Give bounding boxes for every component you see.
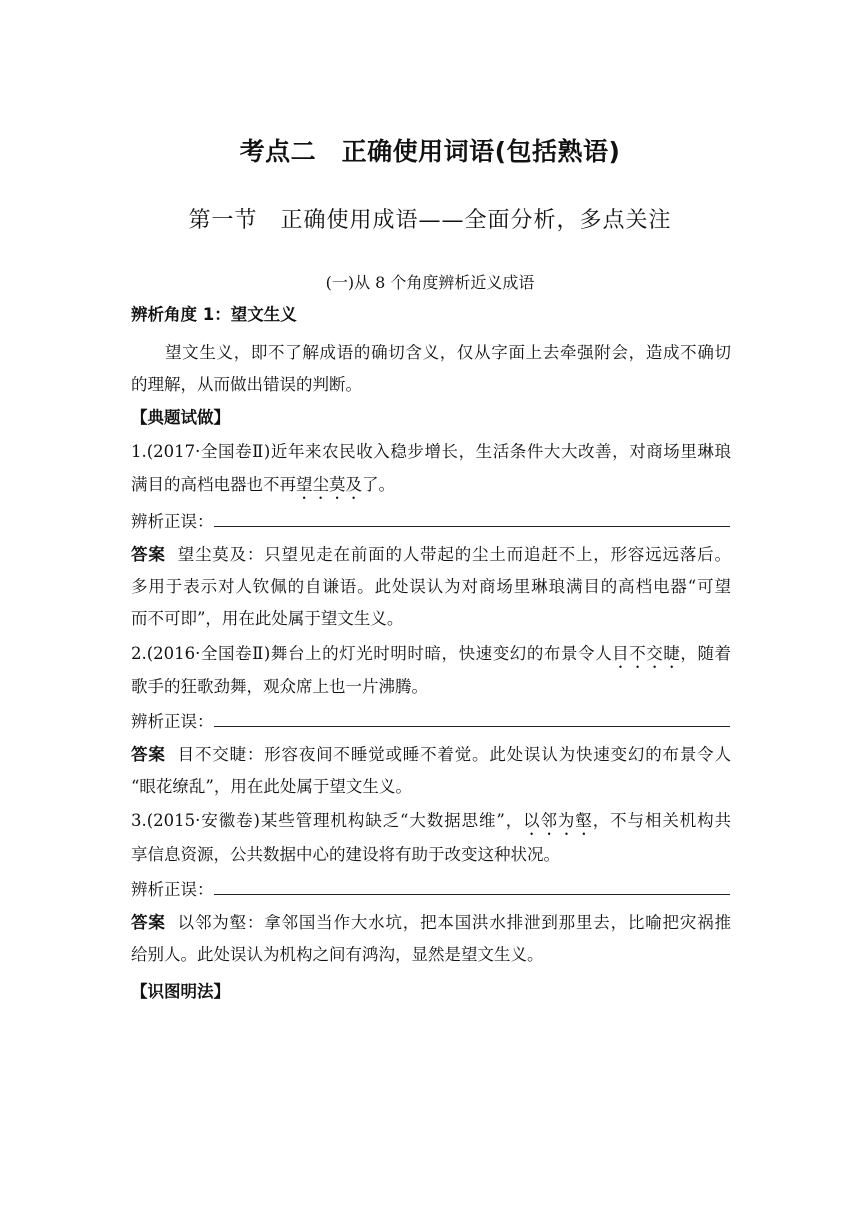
question-3-correction: [131, 876, 731, 903]
answer-3-text-1: 以邻为壑：拿邻国当作大水坑，把本国洪水排泄到那里去，比喻把灾祸推: [177, 913, 732, 932]
question-1-correction: [131, 508, 731, 535]
answer-2-line-1: [131, 742, 731, 768]
question-1-idiom: 望尘莫及: [296, 475, 362, 494]
question-2-line-2: 歌手的狂歌劲舞，观众席上也一片沸腾。: [131, 677, 428, 696]
correction-label: 辨析正误：: [131, 512, 214, 531]
section-subtitle: 第一节 正确使用成语——全面分析，多点关注: [188, 208, 672, 233]
answer-blank[interactable]: [214, 876, 730, 895]
question-1-text-post: 了。: [362, 475, 395, 494]
question-2-line-1: [131, 641, 731, 672]
answer-label: 答案: [131, 545, 166, 564]
answer-3-line-2: 给别人。此处误认为机构之间有鸿沟，显然是望文生义。: [131, 945, 544, 964]
answer-2-line-2: “眼花缭乱”，用在此处属于望文生义。: [131, 777, 412, 796]
question-3-text-post: ，不与相关机构共: [592, 811, 732, 830]
answer-1-line-2: 多用于表示对人钦佩的自谦语。此处误认为对商场里琳琅满目的高档电器“可望: [131, 577, 731, 596]
question-1-line-1: 1.(2017·全国卷Ⅱ)近年来农民收入稳步增长，生活条件大大改善，对商场里琳琅: [131, 442, 731, 461]
examples-heading: 【典题试做】: [131, 408, 230, 427]
page-title: 考点二 正确使用词语(包括熟语): [239, 137, 621, 166]
answer-blank[interactable]: [214, 708, 730, 727]
question-3-line-2: 享信息资源，公共数据中心的建设将有助于改变这种状况。: [131, 845, 560, 864]
answer-1-line-1: [131, 542, 731, 568]
correction-label: 辨析正误：: [131, 880, 214, 899]
subsection-heading: (一)从 8 个角度辨析近义成语: [325, 273, 535, 292]
question-2-idiom: 目不交睫: [612, 644, 681, 663]
correction-label: 辨析正误：: [131, 712, 214, 731]
answer-2-text-1: 目不交睫：形容夜间不睡觉或睡不着觉。此处误认为快速变幻的布景令人: [177, 745, 732, 764]
intro-line-2: 的理解，从而做出错误的判断。: [131, 375, 362, 394]
answer-label: 答案: [131, 745, 166, 764]
answer-1-line-3: 而不可即”，用在此处属于望文生义。: [131, 609, 404, 628]
question-2-correction: [131, 708, 731, 735]
question-3-line-1: [131, 808, 731, 839]
answer-1-text-1: 望尘莫及：只望见走在前面的人带起的尘土而追赶不上，形容远远落后。: [177, 545, 732, 564]
diagram-heading: 【识图明法】: [131, 982, 230, 1001]
question-2-text-post: ，随着: [680, 644, 732, 663]
question-1-text-pre: 满目的高档电器也不再: [131, 475, 296, 494]
question-3-text-pre: 3.(2015·安徽卷)某些管理机构缺乏“大数据思维”，: [131, 811, 524, 830]
question-1-line-2: [131, 472, 731, 503]
answer-blank[interactable]: [214, 508, 730, 527]
answer-label: 答案: [131, 913, 166, 932]
question-3-idiom: 以邻为壑: [523, 811, 593, 830]
answer-3-line-1: [131, 910, 731, 936]
angle-heading: 辨析角度 1：望文生义: [131, 305, 297, 324]
intro-line-1: 望文生义，即不了解成语的确切含义，仅从字面上去牵强附会，造成不确切: [165, 343, 731, 362]
question-2-text-pre: 2.(2016·全国卷Ⅱ)舞台上的灯光时明时暗，快速变幻的布景令人: [131, 644, 613, 663]
